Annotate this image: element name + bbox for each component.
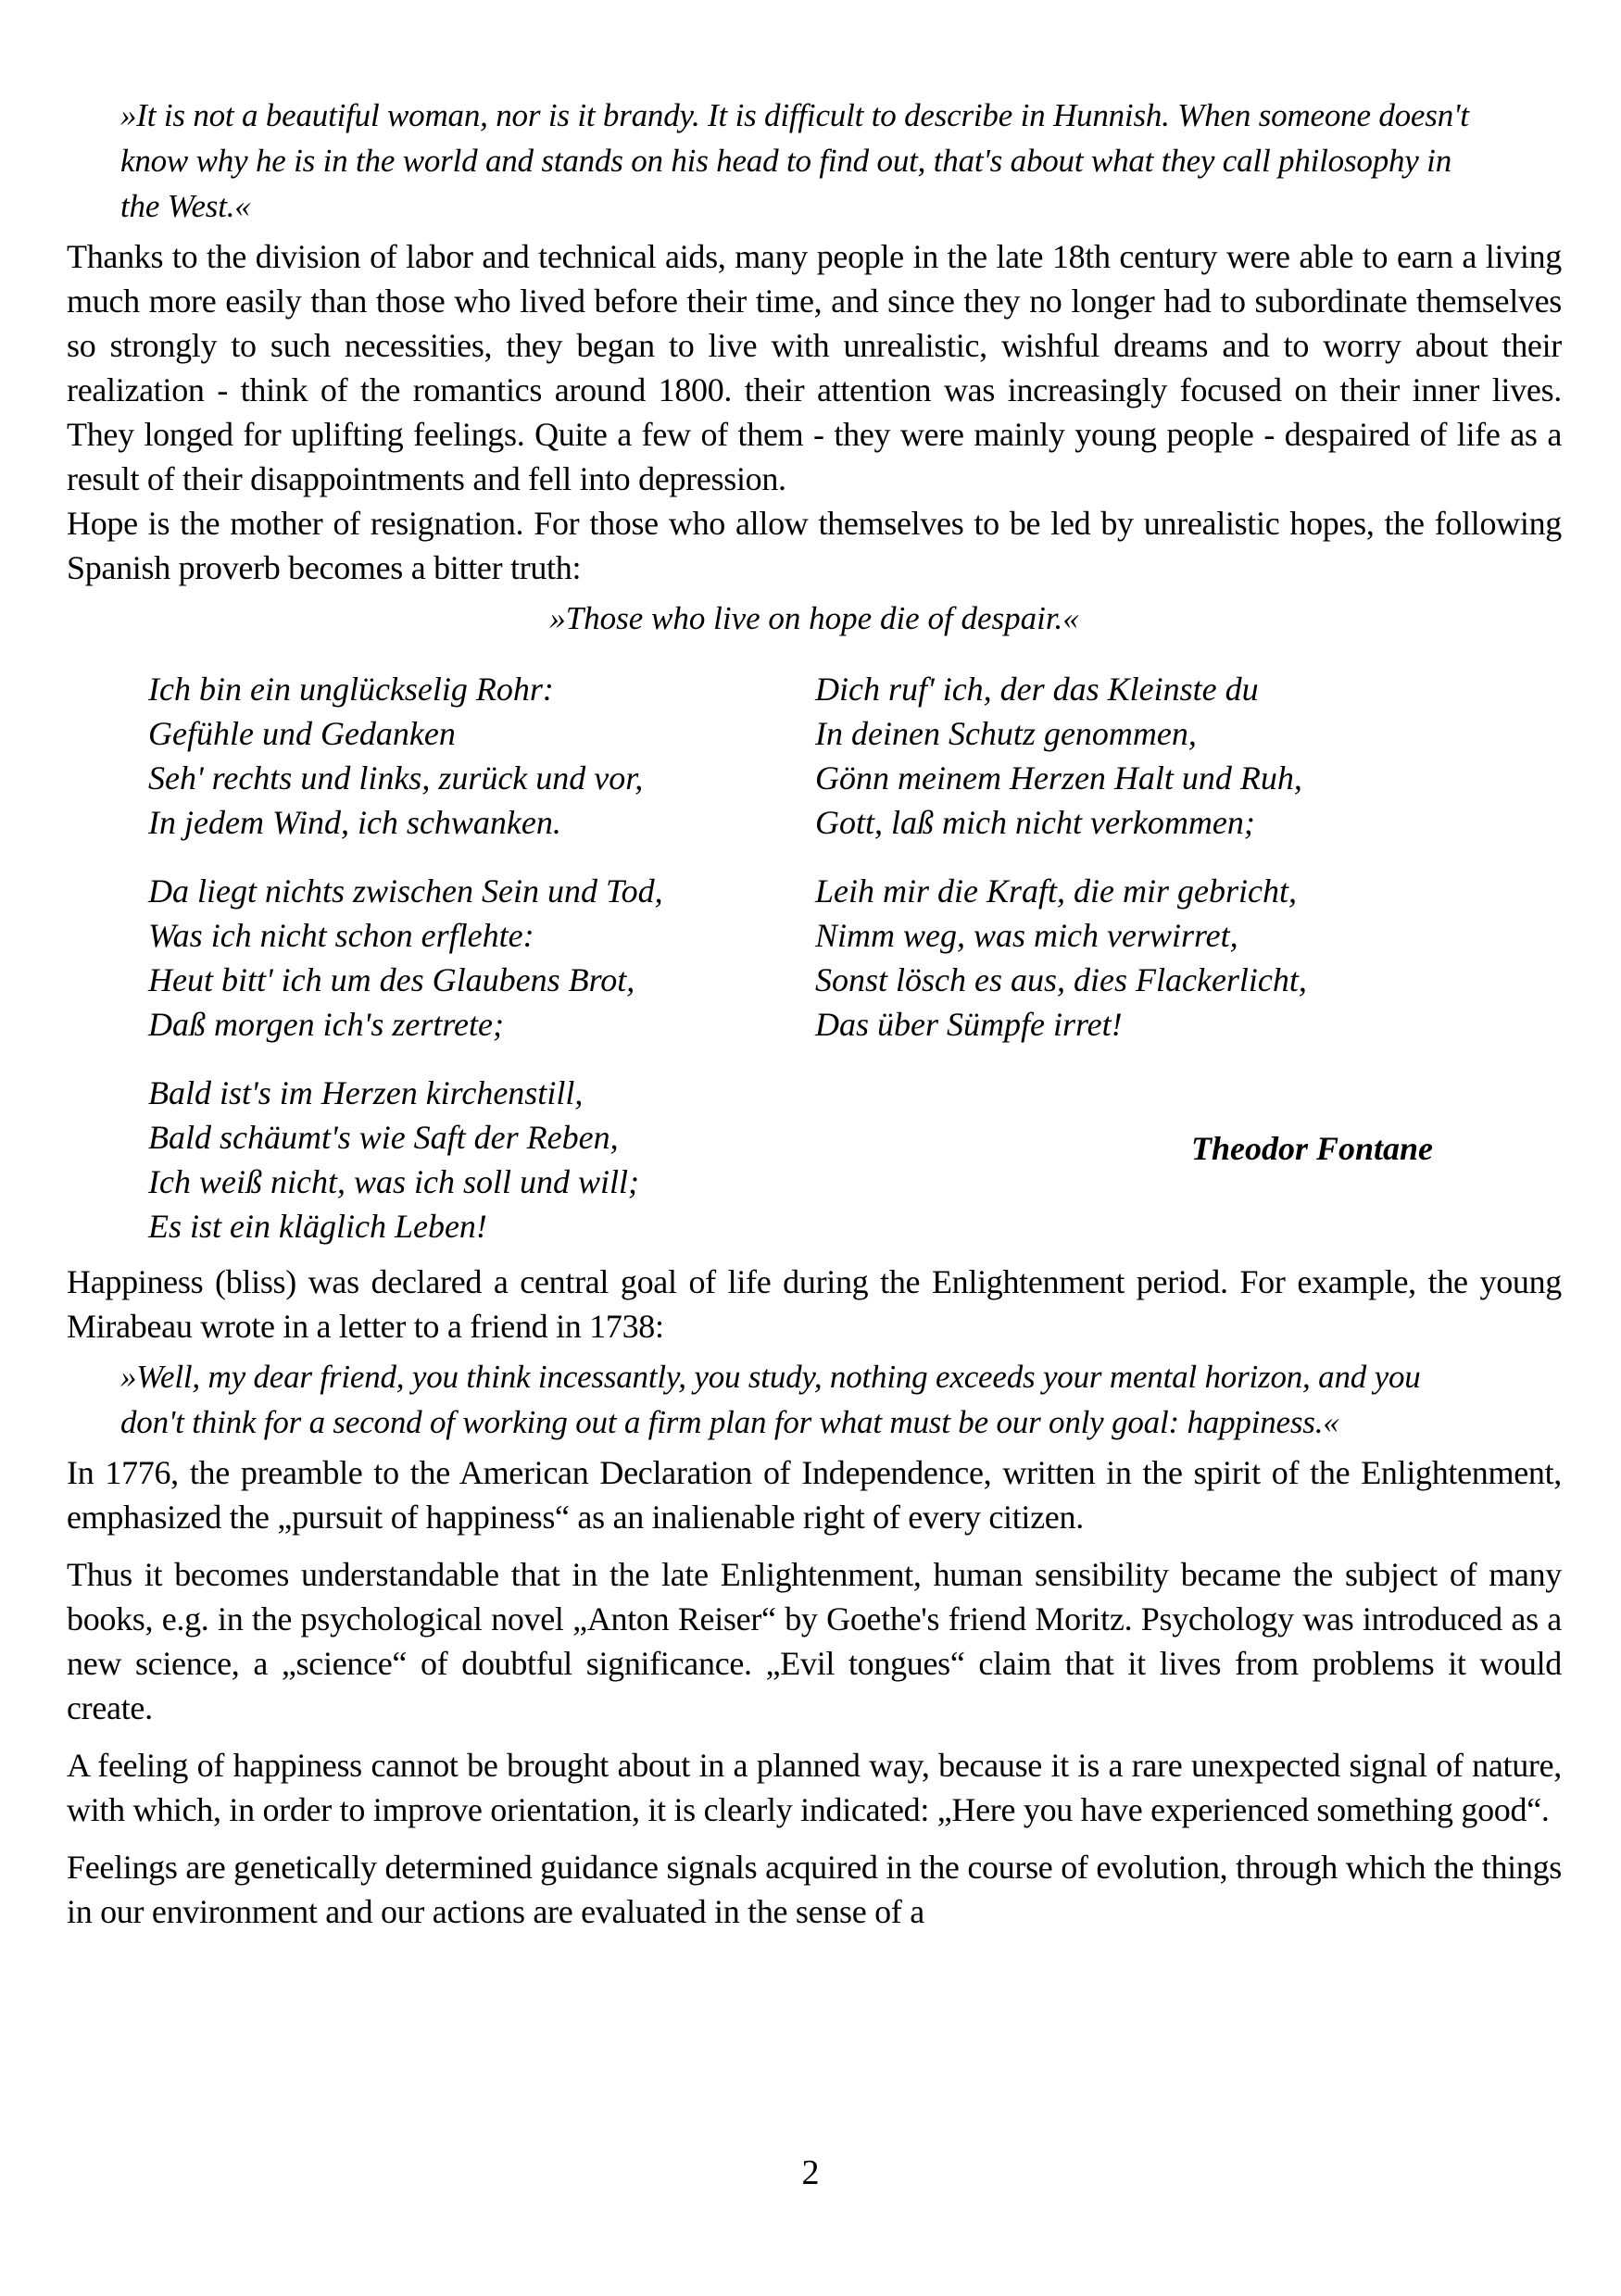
poem-line: Ich bin ein unglückselig Rohr: bbox=[148, 671, 554, 708]
poem-line: Das über Sümpfe irret! bbox=[815, 1006, 1123, 1043]
poem-line: Bald ist's im Herzen kirchenstill, bbox=[148, 1074, 584, 1111]
spanish-proverb: »Those who live on hope die of despair.« bbox=[549, 600, 1079, 636]
poem-line: Leih mir die Kraft, die mir gebricht, bbox=[815, 872, 1297, 910]
poem-line: Bald schäumt's wie Saft der Reben, bbox=[148, 1119, 619, 1156]
poem-line: Seh' rechts und links, zurück und vor, bbox=[148, 759, 644, 797]
poem-stanza bbox=[815, 667, 1307, 845]
mirabeau-quote: »Well, my dear friend, you think incessantly, you study, nothing exceeds your mental horizon, and you don't think for a second of working out a firm plan for what must be our only goal: happiness.« bbox=[120, 1359, 1421, 1440]
poem-line: Was ich nicht schon erflehte: bbox=[148, 917, 534, 954]
document-page bbox=[67, 0, 1562, 1934]
poem-line: In jedem Wind, ich schwanken. bbox=[148, 804, 561, 841]
top-margin bbox=[67, 0, 1562, 93]
poem-author: Theodor Fontane bbox=[1191, 1130, 1434, 1167]
paragraph-feelings-signals: Feelings are genetically determined guidance signals acquired in the course of evolution, through which the things in our environment and our actions are evaluated in the sense of a bbox=[67, 1849, 1562, 1930]
poem-line: Heut bitt' ich um des Glaubens Brot, bbox=[148, 961, 635, 998]
paragraph-feeling-of-happiness: A feeling of happiness cannot be brought about in a planned way, because it is a rare unexpected signal of nature, with which, in order to improve orientation, it is clearly indicated: „Here you have experienced something good“. bbox=[67, 1747, 1562, 1828]
paragraph-division-of-labor: Thanks to the division of labor and technical aids, many people in the late 18th century were able to earn a living much more easily than those who lived before their time, and since they no longer had to subordinate themselves so strongly to such necessities, they began to live with unrealistic, wishful dreams and to worry about their realization - think of the romantics around 1800. their attention was increasingly focused on their inner lives. They longed for uplifting feelings. Quite a few of them - they were mainly young people - despaired of life as a result of their disappointments and fell into depression. bbox=[67, 238, 1562, 497]
paragraph-happiness-enlightenment: Happiness (bliss) was declared a central goal of life during the Enlightenment period. For example, the young Mirabeau wrote in a letter to a friend in 1738: bbox=[67, 1263, 1562, 1345]
poem-line: Gefühle und Gedanken bbox=[148, 715, 456, 752]
paragraph-declaration: In 1776, the preamble to the American Declaration of Independence, written in the spirit of the Enlightenment, emphasized the „pursuit of happiness“ as an inalienable right of every citizen. bbox=[67, 1454, 1562, 1536]
poem-left-column bbox=[148, 667, 663, 1273]
opening-quote: »It is not a beautiful woman, nor is it brandy. It is difficult to describe in Hunnish. When someone doesn't know why he is in the world and stands on his head to find out, that's about what they call philosophy in the West.« bbox=[120, 97, 1469, 224]
paragraph-hope: Hope is the mother of resignation. For those who allow themselves to be led by unrealistic hopes, the following Spanish proverb becomes a bitter truth: bbox=[67, 505, 1562, 586]
paragraph-sensibility: Thus it becomes understandable that in the late Enlightenment, human sensibility became the subject of many books, e.g. in the psychological novel „Anton Reiser“ by Goethe's friend Moritz. Psychology was introduced as a new science, a „science“ of doubtful significance. „Evil tongues“ claim that it lives from problems it would create. bbox=[67, 1556, 1562, 1726]
poem-right-column bbox=[815, 667, 1307, 1071]
poem-line: Daß morgen ich's zertrete; bbox=[148, 1006, 504, 1043]
page-number: 2 bbox=[801, 2153, 820, 2192]
poem-stanza bbox=[148, 869, 663, 1047]
poem bbox=[67, 667, 1562, 1260]
poem-line: Da liegt nichts zwischen Sein und Tod, bbox=[148, 872, 663, 910]
poem-line: Ich weiß nicht, was ich soll und will; bbox=[148, 1163, 639, 1200]
poem-line: Es ist ein kläglich Leben! bbox=[148, 1208, 487, 1245]
poem-line: Sonst lösch es aus, dies Flackerlicht, bbox=[815, 961, 1307, 998]
poem-line: Gönn meinem Herzen Halt und Ruh, bbox=[815, 759, 1302, 797]
poem-line: Nimm weg, was mich verwirret, bbox=[815, 917, 1238, 954]
poem-line: In deinen Schutz genommen, bbox=[815, 715, 1197, 752]
poem-line: Gott, laß mich nicht verkommen; bbox=[815, 804, 1255, 841]
poem-stanza bbox=[815, 869, 1307, 1047]
poem-stanza bbox=[148, 667, 663, 845]
poem-line: Dich ruf' ich, der das Kleinste du bbox=[815, 671, 1259, 708]
poem-stanza bbox=[148, 1071, 663, 1248]
